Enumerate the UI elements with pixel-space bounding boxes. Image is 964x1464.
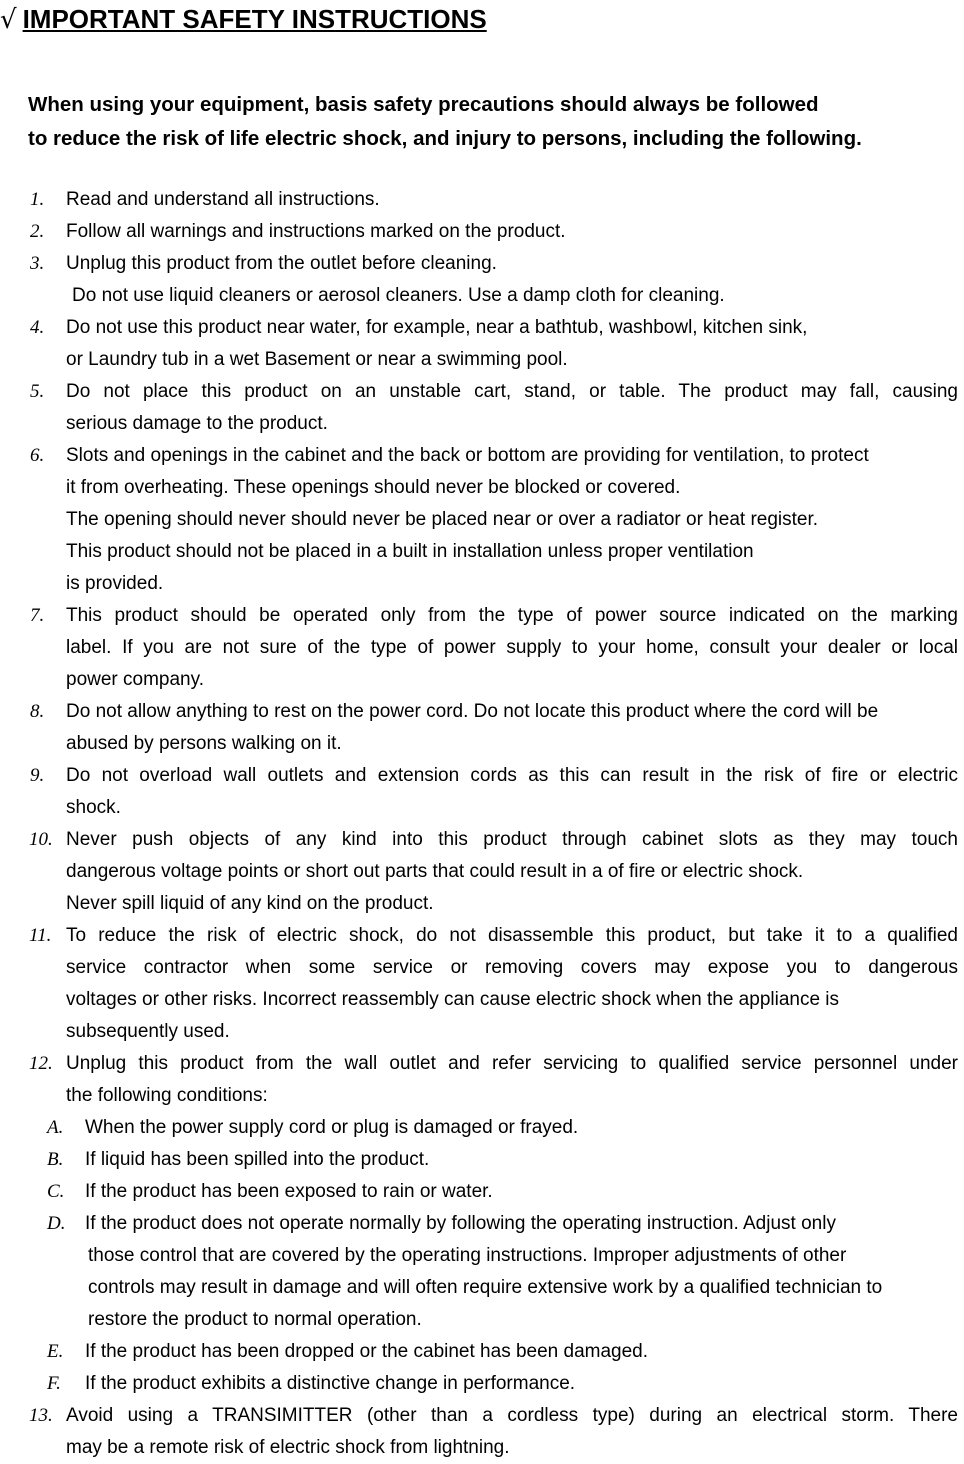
item-text: Never push objects of any kind into this product through cabinet slots as they may touch bbox=[66, 829, 958, 850]
item-text: label. If you are not sure of the type of power supply to your home, consult your dealer or local bbox=[66, 637, 958, 658]
sub-item-d bbox=[0, 1208, 964, 1336]
page-title: IMPORTANT SAFETY INSTRUCTIONS bbox=[22, 4, 487, 34]
list-item-5 bbox=[0, 376, 964, 440]
sub-item-text: If liquid has been spilled into the product. bbox=[85, 1149, 430, 1170]
item-text: shock. bbox=[66, 797, 121, 818]
item-text: Slots and openings in the cabinet and the back or bottom are providing for ventilation, to protect bbox=[66, 445, 869, 466]
sub-item-text: If the product does not operate normally by following the operating instruction. Adjust only bbox=[85, 1213, 836, 1234]
instruction-list bbox=[0, 184, 964, 1464]
item-number: 1. bbox=[30, 189, 45, 210]
item-number: 3. bbox=[30, 253, 45, 274]
item-text: Do not place this product on an unstable cart, stand, or table. The product may fall, causing bbox=[66, 381, 958, 402]
sub-item-b bbox=[0, 1144, 964, 1176]
item-text: voltages or other risks. Incorrect reassembly can cause electric shock when the appliance is bbox=[66, 989, 840, 1010]
item-text: dangerous voltage points or short out parts that could result in a of fire or electric shock. bbox=[66, 861, 804, 882]
item-text: may be a remote risk of electric shock from lightning. bbox=[66, 1437, 510, 1458]
item-number: 6. bbox=[30, 445, 45, 466]
list-item-3 bbox=[0, 248, 964, 312]
sub-item-e bbox=[0, 1336, 964, 1368]
item-text: Read and understand all instructions. bbox=[66, 189, 380, 210]
sub-item-f bbox=[0, 1368, 964, 1400]
item-number: 7. bbox=[30, 605, 45, 626]
sub-item-text: restore the product to normal operation. bbox=[88, 1309, 422, 1330]
intro-paragraph bbox=[28, 88, 964, 156]
item-text: Do not use liquid cleaners or aerosol cleaners. Use a damp cloth for cleaning. bbox=[72, 285, 725, 306]
intro-line: When using your equipment, basis safety precautions should always be followed bbox=[28, 93, 819, 116]
item-number: 8. bbox=[30, 701, 45, 722]
item-number: 2. bbox=[30, 221, 45, 242]
check-mark-icon: √ bbox=[0, 5, 17, 35]
item-number: 5. bbox=[30, 381, 45, 402]
item-text: Unplug this product from the wall outlet and refer servicing to qualified service personnel under bbox=[66, 1053, 958, 1074]
item-text: the following conditions: bbox=[66, 1085, 268, 1106]
sub-item-text: controls may result in damage and will often require extensive work by a qualified technician to bbox=[88, 1277, 883, 1298]
sub-item-letter: C. bbox=[47, 1181, 65, 1202]
list-item-10 bbox=[0, 824, 964, 920]
sub-item-letter: F. bbox=[47, 1373, 61, 1394]
item-number: 12. bbox=[29, 1053, 53, 1074]
sub-item-letter: E. bbox=[47, 1341, 64, 1362]
list-item-4 bbox=[0, 312, 964, 376]
item-text: power company. bbox=[66, 669, 204, 690]
item-number: 4. bbox=[30, 317, 45, 338]
item-text: To reduce the risk of electric shock, do not disassemble this product, but take it to a qualified bbox=[66, 925, 958, 946]
item-text: it from overheating. These openings should never be blocked or covered. bbox=[66, 477, 681, 498]
item-text: This product should not be placed in a built in installation unless proper ventilation bbox=[66, 541, 754, 562]
item-text: or Laundry tub in a wet Basement or near a swimming pool. bbox=[66, 349, 568, 370]
item-text: Never spill liquid of any kind on the product. bbox=[66, 893, 434, 914]
list-item-2 bbox=[0, 216, 964, 248]
item-text: This product should be operated only from the type of power source indicated on the marking bbox=[66, 605, 958, 626]
item-number: 11. bbox=[29, 925, 52, 946]
intro-line: to reduce the risk of life electric shock, and injury to persons, including the following. bbox=[28, 127, 862, 150]
item-text: Do not overload wall outlets and extension cords as this can result in the risk of fire or electric bbox=[66, 765, 958, 786]
sub-item-letter: A. bbox=[47, 1117, 64, 1138]
item-text: Do not use this product near water, for example, near a bathtub, washbowl, kitchen sink, bbox=[66, 317, 808, 338]
sub-item-text: If the product has been dropped or the cabinet has been damaged. bbox=[85, 1341, 649, 1362]
list-item-1 bbox=[0, 184, 964, 216]
list-item-9 bbox=[0, 760, 964, 824]
item-text: abused by persons walking on it. bbox=[66, 733, 342, 754]
item-text: Follow all warnings and instructions marked on the product. bbox=[66, 221, 566, 242]
item-text: Unplug this product from the outlet before cleaning. bbox=[66, 253, 497, 274]
list-item-13 bbox=[0, 1400, 964, 1464]
sub-item-c bbox=[0, 1176, 964, 1208]
item-text: subsequently used. bbox=[66, 1021, 230, 1042]
list-item-7 bbox=[0, 600, 964, 696]
item-number: 10. bbox=[29, 829, 53, 850]
list-item-11 bbox=[0, 920, 964, 1048]
list-item-12 bbox=[0, 1048, 964, 1112]
sub-item-letter: D. bbox=[47, 1213, 66, 1234]
sub-item-text: If the product has been exposed to rain or water. bbox=[85, 1181, 493, 1202]
list-item-8 bbox=[0, 696, 964, 760]
item-number: 13. bbox=[29, 1405, 53, 1426]
item-text: Do not allow anything to rest on the power cord. Do not locate this product where the cord will be bbox=[66, 701, 879, 722]
sub-item-a bbox=[0, 1112, 964, 1144]
item-text: The opening should never should never be placed near or over a radiator or heat register. bbox=[66, 509, 819, 530]
sub-item-text: If the product exhibits a distinctive change in performance. bbox=[85, 1373, 576, 1394]
item-text: service contractor when some service or removing covers may expose you to dangerous bbox=[66, 957, 958, 978]
sub-item-text: those control that are covered by the operating instructions. Improper adjustments of other bbox=[88, 1245, 847, 1266]
item-number: 9. bbox=[30, 765, 45, 786]
sub-item-text: When the power supply cord or plug is damaged or frayed. bbox=[85, 1117, 579, 1138]
item-text: Avoid using a TRANSIMITTER (other than a cordless type) during an electrical storm. There bbox=[66, 1405, 958, 1426]
sub-item-letter: B. bbox=[47, 1149, 64, 1170]
page-header bbox=[0, 4, 487, 35]
item-text: is provided. bbox=[66, 573, 164, 594]
list-item-6 bbox=[0, 440, 964, 600]
item-text: serious damage to the product. bbox=[66, 413, 328, 434]
